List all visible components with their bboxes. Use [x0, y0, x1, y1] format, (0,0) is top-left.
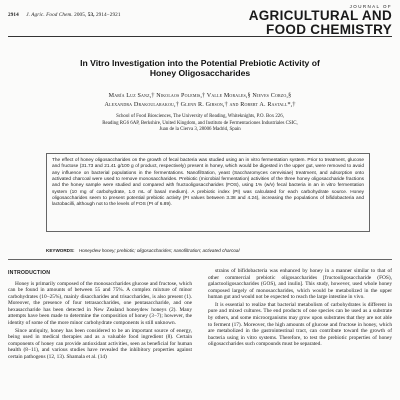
journal-masthead	[214, 4, 392, 37]
journal-name-line1: JOURNAL OF	[349, 4, 392, 9]
keywords-text: Honeydew honey; prebiotic; oligosaccharides; nanofiltration; activated charcoal	[78, 248, 240, 253]
affiliation-line3: Juan de la Cierva 3, 28006 Madrid, Spain	[159, 127, 241, 133]
journal-abbrev: J. Agric. Food Chem.	[26, 12, 73, 18]
volume: 53,	[87, 12, 95, 18]
right-column	[208, 268, 392, 400]
affiliation	[40, 114, 360, 134]
journal-name-line3: FOOD CHEMISTRY	[266, 22, 392, 37]
left-column	[8, 268, 192, 400]
abstract-text: The effect of honey oligosaccharides on the growth of fecal bacteria was studied using an in vitro fermentation system. Prior to treatment, glucose and fructose (31.73 and 21.41 g/100 g of product, respectively) present in honey, which would be digested in the upper gut, were removed to avoid any influence on bacterial populations in the fermentations. Nanofiltration, yeast (Saccharomyces cerevisiae) treatment, and adsorption onto activated charcoal were used to remove monosaccharides. Prebiotic (microbial fermentation) activities of the three honey oligosaccharide fractions and the honey sample were studied and compared with fructooligosaccharides (FOS), using 1% (w/v) fecal bacteria in an in vitro fermentation system (10 mg of carbohydrate, 1.0 mL of basal medium). A prebiotic index (PI) was calculated for each carbohydrate source. Honey oligosaccharides seem to present potential prebiotic activity (PI values between 3.38 and 4.24), increasing the populations of bifidobacteria and lactobacilli, although not to the levels of FOS (PI of 6.89).	[52, 158, 364, 208]
title-line2: Honey Oligosaccharides	[149, 68, 251, 79]
paragraph: Honey is primarily composed of the monosaccharides glucose and fructose, which can be found in amounts of between 55 and 75%. A complex mixture of minor carbohydrates (10−25%), mainly disaccharides and trisaccharides, is also present (1). Moreover, the presence of four tetrasaccharides, one pentasaccharide, and one hexasaccharide has been detected in New Zealand honeydew honeys (2). Many attempts have been made to determine the composition of honey (3−7); however, the identity of some of the more minor carbohydrate components is still unknown.	[8, 280, 192, 326]
volume-year: 2005,	[74, 12, 87, 18]
running-head	[8, 12, 218, 18]
paragraph: Since antiquity, honey has been considered to be an important source of energy, being used in medical therapies and as a valuable food ingredient (8). Certain components of honey can provide antioxidant activities, seen as beneficial for human health (8−11), and various studies have revealed the inhibitory properties against certain pathogens (12, 13). Shamala et al. (14)	[8, 327, 192, 360]
title-line1: In Vitro Investigation into the Potential Prebiotic Activity of	[80, 58, 320, 68]
journal-name-line2: AGRICULTURAL AND	[248, 8, 392, 23]
keywords-label: KEYWORDS:	[46, 248, 75, 253]
abstract-box	[46, 153, 370, 232]
page-range: 2914−2921	[95, 12, 121, 18]
paragraph: strains of bifidobacteria was enhanced by honey in a manner similar to that of other commercial prebiotic oligosaccharides [fructooligosaccharide (FOS), galactooligosaccharides (GOS), and inulin]. This study, however, used whole honey composed largely of monosaccharides, which would be metabolized in the upper human gut and would not be expected to reach the large intestine in vivo.	[208, 268, 392, 301]
masthead-divider	[8, 36, 392, 37]
paragraph: It is essential to realize that bacterial metabolism of carbohydrates is different in pure and mixed cultures. The end products of one species can be used as a substrate by others, and some microorganisms may grow upon substrates that they are not able to ferment (17). Moreover, the high amounts of glucose and fructose in honey, which are metabolized in the gastrointestinal tract, can contribute toward the growth of bacteria using in vitro systems. Therefore, to test the prebiotic properties of honey oligosaccharides such compounds must be separated.	[208, 301, 392, 348]
authors-line2: Alexandra Drakoularakou,† Glenn R. Gibson,† and Robert A. Rastall*,†	[104, 101, 296, 108]
page-number: 2914	[8, 12, 19, 18]
keywords	[46, 248, 368, 254]
affiliation-line1: School of Food Biosciences, The University of Reading, Whiteknights, P.O. Box 226,	[116, 114, 284, 119]
affiliation-line2: Reading RG6 6AP, Berkshire, United Kingdom, and Instituto de Fermentaciones Industriales CSIC,	[102, 120, 298, 126]
article-title	[40, 58, 360, 79]
section-heading-introduction: INTRODUCTION	[8, 270, 51, 276]
body-divider	[8, 259, 392, 260]
author-list	[30, 92, 370, 109]
authors-line1: María Luz Sanz,† Nikolaos Polemis,† Valle Morales,§ Nieves Corzo,§	[108, 93, 292, 99]
